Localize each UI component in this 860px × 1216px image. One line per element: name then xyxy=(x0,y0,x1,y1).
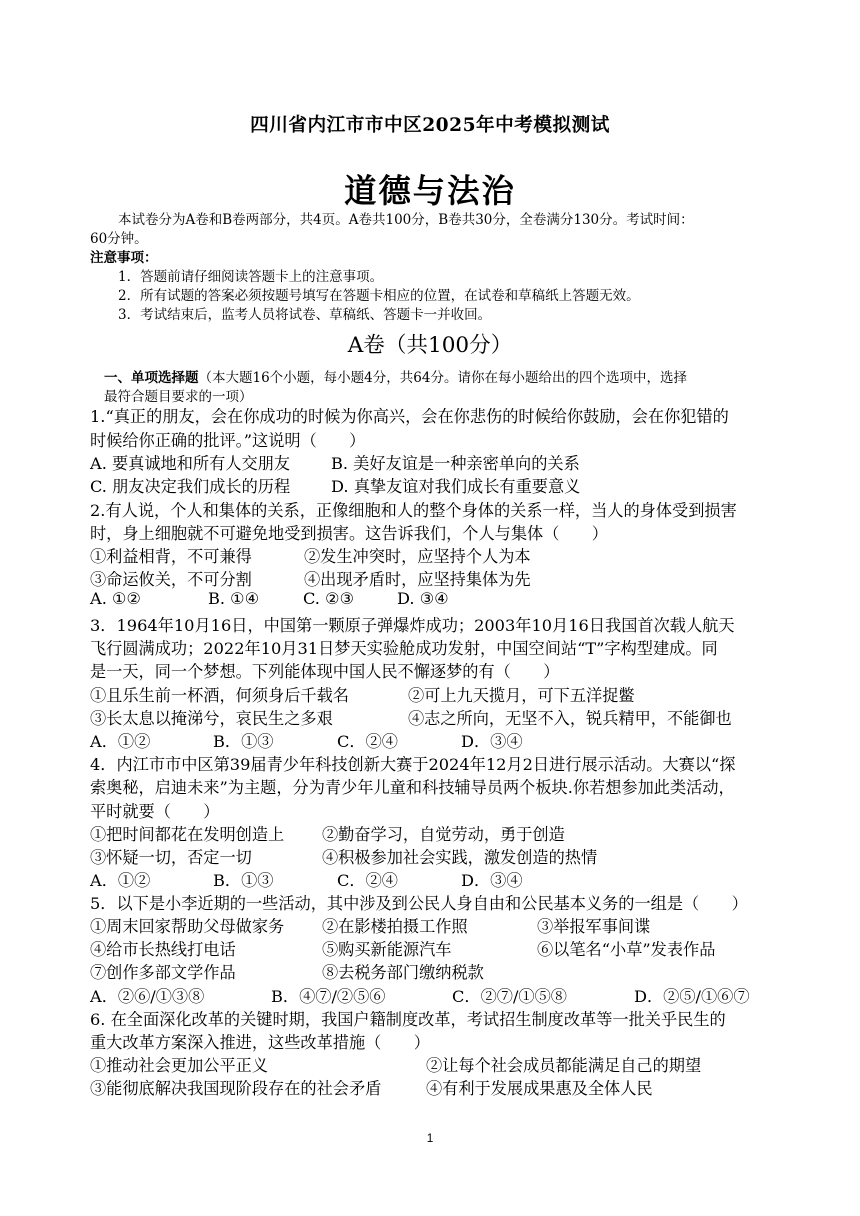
q4-statement-1: ①把时间都花在发明创造上 xyxy=(90,825,285,844)
q6-line-1: 6. 在全面深化改革的关键时期，我国户籍制度改革，考试招生制度改革等一批关乎民生的 xyxy=(90,1010,726,1029)
q1-line-1: 1.“真正的朋友，会在你成功的时候为你高兴，会在你悲伤的时候给你鼓励，会在你犯错的 xyxy=(90,407,729,426)
q2-option-c: C. ②③ xyxy=(303,589,355,608)
notes-heading: 注意事项： xyxy=(90,250,158,266)
q3-line-2: 飞行圆满成功；2022年10月31日梦天实验舱成功发射，中国空间站“T”字构型建成。同 xyxy=(90,639,718,658)
q2-statement-2: ②发生冲突时，应坚持个人为本 xyxy=(304,547,531,566)
q3-line-3: 是一天，同一个梦想。下列能体现中国人民不懈逐梦的有（ ） xyxy=(90,662,560,681)
q2-line-1: 2.有人说，个人和集体的关系，正像细胞和人的整个身体的关系一样，当人的身体受到损害 xyxy=(90,501,737,520)
page-number: 1 xyxy=(426,1132,434,1145)
q4-statement-4: ④积极参加社会实践，激发创造的热情 xyxy=(322,848,598,867)
q6-statement-1: ①推动社会更加公平正义 xyxy=(90,1056,269,1075)
q3-option-b: B．①③ xyxy=(213,732,274,751)
q5-line-1: 5．以下是小李近期的一些活动，其中涉及到公民人身自由和公民基本义务的一组是（ ） xyxy=(90,894,748,913)
q5-statement-3: ③举报军事间谍 xyxy=(537,917,651,936)
q5-statement-4: ④给市长热线打电话 xyxy=(90,940,236,959)
q4-line-2: 索奥秘，启迪未来”为主题，分为青少年儿童和科技辅导员两个板块.你若想参加此类活动， xyxy=(90,778,735,797)
note-item-3: 3．考试结束后，监考人员将试卷、草稿纸、答题卡一并收回。 xyxy=(118,307,492,323)
part1-label: 一、单项选择题 xyxy=(104,370,199,386)
q4-line-1: 4．内江市市中区第39届青少年科技创新大赛于2024年12月2日进行展示活动。大赛以“探 xyxy=(90,755,736,774)
q5-statement-7: ⑦创作多部文学作品 xyxy=(90,963,236,982)
q4-option-d: D．③④ xyxy=(461,871,523,890)
q2-statement-1: ①利益相背，不可兼得 xyxy=(90,547,252,566)
q5-statement-2: ②在影楼拍摄工作照 xyxy=(322,917,468,936)
q4-option-c: C．②④ xyxy=(337,871,398,890)
part1-heading xyxy=(104,366,687,386)
q6-statement-4: ④有利于发展成果惠及全体人民 xyxy=(426,1079,653,1098)
q5-option-d: D．②⑤/①⑥⑦ xyxy=(634,987,750,1006)
q5-statement-6: ⑥以笔名“小草”发表作品 xyxy=(537,940,716,959)
q3-statement-1: ①且乐生前一杯酒，何须身后千载名 xyxy=(90,686,349,705)
q5-option-b: B．④⑦/②⑤⑥ xyxy=(271,987,386,1006)
note-item-1: 1．答题前请仔细阅读答题卡上的注意事项。 xyxy=(118,269,384,285)
q3-statement-2: ②可上九天揽月，可下五洋捉鳖 xyxy=(408,686,635,705)
part1-description: （本大题16个小题，每小题4分，共64分。请你在每小题给出的四个选项中，选择 xyxy=(198,370,687,386)
q5-statement-8: ⑧去税务部门缴纳税款 xyxy=(322,963,484,982)
q3-statement-3: ③长太息以掩涕兮，哀民生之多艰 xyxy=(90,709,333,728)
q1-option-c: C. 朋友决定我们成长的历程 xyxy=(90,477,291,496)
q1-option-b: B. 美好友谊是一种亲密单向的关系 xyxy=(331,454,580,473)
intro-line-2: 60分钟。 xyxy=(90,231,148,247)
q2-option-d: D. ③④ xyxy=(397,589,449,608)
q6-statement-2: ②让每个社会成员都能满足自己的期望 xyxy=(426,1056,702,1075)
q2-statement-3: ③命运攸关，不可分割 xyxy=(90,570,252,589)
q2-line-2: 时，身上细胞就不可避免地受到损害。这告诉我们，个人与集体（ ） xyxy=(90,524,608,543)
q2-statement-4: ④出现矛盾时，应坚持集体为先 xyxy=(304,570,531,589)
q2-option-a: A. ①② xyxy=(90,589,142,608)
q5-statement-5: ⑤购买新能源汽车 xyxy=(322,940,452,959)
intro-line-1: 本试卷分为A卷和B卷两部分，共4页。A卷共100分，B卷共30分，全卷满分130分。考试时间： xyxy=(118,212,694,228)
q2-option-b: B. ①④ xyxy=(208,589,260,608)
q4-statement-3: ③怀疑一切，否定一切 xyxy=(90,848,252,867)
q4-option-a: A．①② xyxy=(90,871,151,890)
q5-option-c: C．②⑦/①⑤⑧ xyxy=(452,987,567,1006)
q1-option-d: D. 真挚友谊对我们成长有重要意义 xyxy=(331,477,581,496)
q3-statement-4: ④志之所向，无坚不入，锐兵精甲，不能御也 xyxy=(408,709,732,728)
q4-option-b: B．①③ xyxy=(213,871,274,890)
q5-option-a: A．②⑥/①③⑧ xyxy=(90,987,205,1006)
q3-option-d: D．③④ xyxy=(461,732,523,751)
section-a-title: A卷（共100分） xyxy=(347,333,513,358)
q1-option-a: A. 要真诚地和所有人交朋友 xyxy=(90,454,291,473)
q5-statement-1: ①周末回家帮助父母做家务 xyxy=(90,917,285,936)
q1-line-2: 时候给你正确的批评。”这说明（ ） xyxy=(90,431,366,450)
q6-statement-3: ③能彻底解决我国现阶段存在的社会矛盾 xyxy=(90,1079,382,1098)
q3-line-1: 3．1964年10月16日，中国第一颗原子弹爆炸成功；2003年10月16日我国首次载人航天 xyxy=(90,616,735,635)
part1-description-2: 最符合题目要求的一项） xyxy=(104,389,253,405)
q4-line-3: 平时就要（ ） xyxy=(90,802,220,821)
note-item-2: 2．所有试题的答案必须按题号填写在答题卡相应的位置，在试卷和草稿纸上答题无效。 xyxy=(118,288,640,304)
q3-option-a: A．①② xyxy=(90,732,151,751)
q3-option-c: C．②④ xyxy=(337,732,398,751)
q4-statement-2: ②勤奋学习，自觉劳动，勇于创造 xyxy=(322,825,565,844)
exam-title: 四川省内江市市中区2025年中考模拟测试 xyxy=(250,115,610,136)
q6-line-2: 重大改革方案深入推进，这些改革措施（ ） xyxy=(90,1033,430,1052)
subject-title: 道德与法治 xyxy=(344,172,516,210)
